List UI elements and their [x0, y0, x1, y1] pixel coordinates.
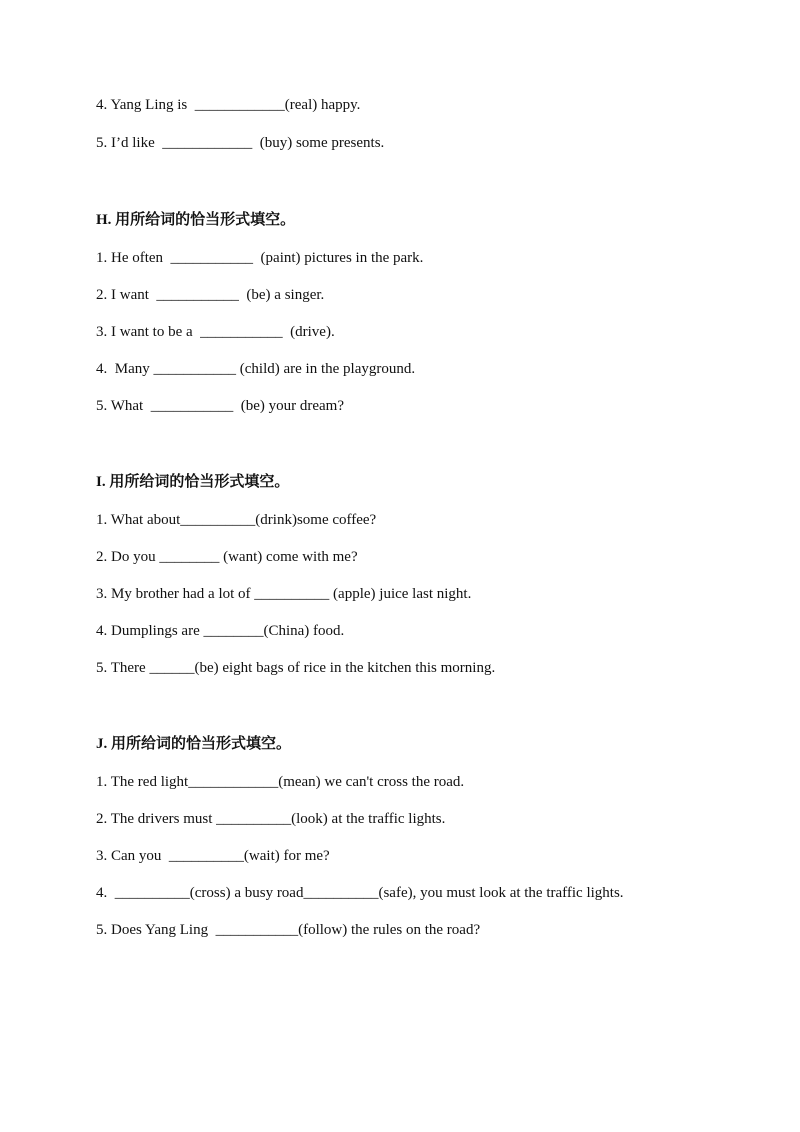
exercise-item: 3. Can you __________(wait) for me?: [96, 848, 330, 864]
exercise-item: 5. I’d like ____________ (buy) some presents.: [96, 135, 385, 151]
exercise-item: 4. Dumplings are ________(China) food.: [96, 623, 345, 639]
exercise-item: 4. Many ___________ (child) are in the playground.: [96, 361, 416, 377]
section-h-heading: H. 用所给词的恰当形式填空。: [96, 212, 296, 228]
exercise-item: 4. Yang Ling is ____________(real) happy.: [96, 97, 361, 113]
exercise-item: 1. The red light____________(mean) we can't cross the road.: [96, 774, 465, 790]
exercise-item: 4. __________(cross) a busy road__________(safe), you must look at the traffic lights.: [96, 885, 624, 901]
exercise-item: 1. What about__________(drink)some coffee?: [96, 512, 377, 528]
exercise-item: 1. He often ___________ (paint) pictures in the park.: [96, 250, 424, 266]
exercise-item: 2. I want ___________ (be) a singer.: [96, 287, 325, 303]
section-j-heading: J. 用所给词的恰当形式填空。: [96, 736, 292, 752]
exercise-item: 5. Does Yang Ling ___________(follow) the rules on the road?: [96, 922, 481, 938]
exercise-item: 2. Do you ________ (want) come with me?: [96, 549, 358, 565]
exercise-item: 3. I want to be a ___________ (drive).: [96, 324, 335, 340]
exercise-item: 2. The drivers must __________(look) at the traffic lights.: [96, 811, 446, 827]
section-i-heading: I. 用所给词的恰当形式填空。: [96, 474, 290, 490]
exercise-item: 5. What ___________ (be) your dream?: [96, 398, 344, 414]
exercise-item: 3. My brother had a lot of __________ (apple) juice last night.: [96, 586, 472, 602]
exercise-item: 5. There ______(be) eight bags of rice in the kitchen this morning.: [96, 660, 496, 676]
